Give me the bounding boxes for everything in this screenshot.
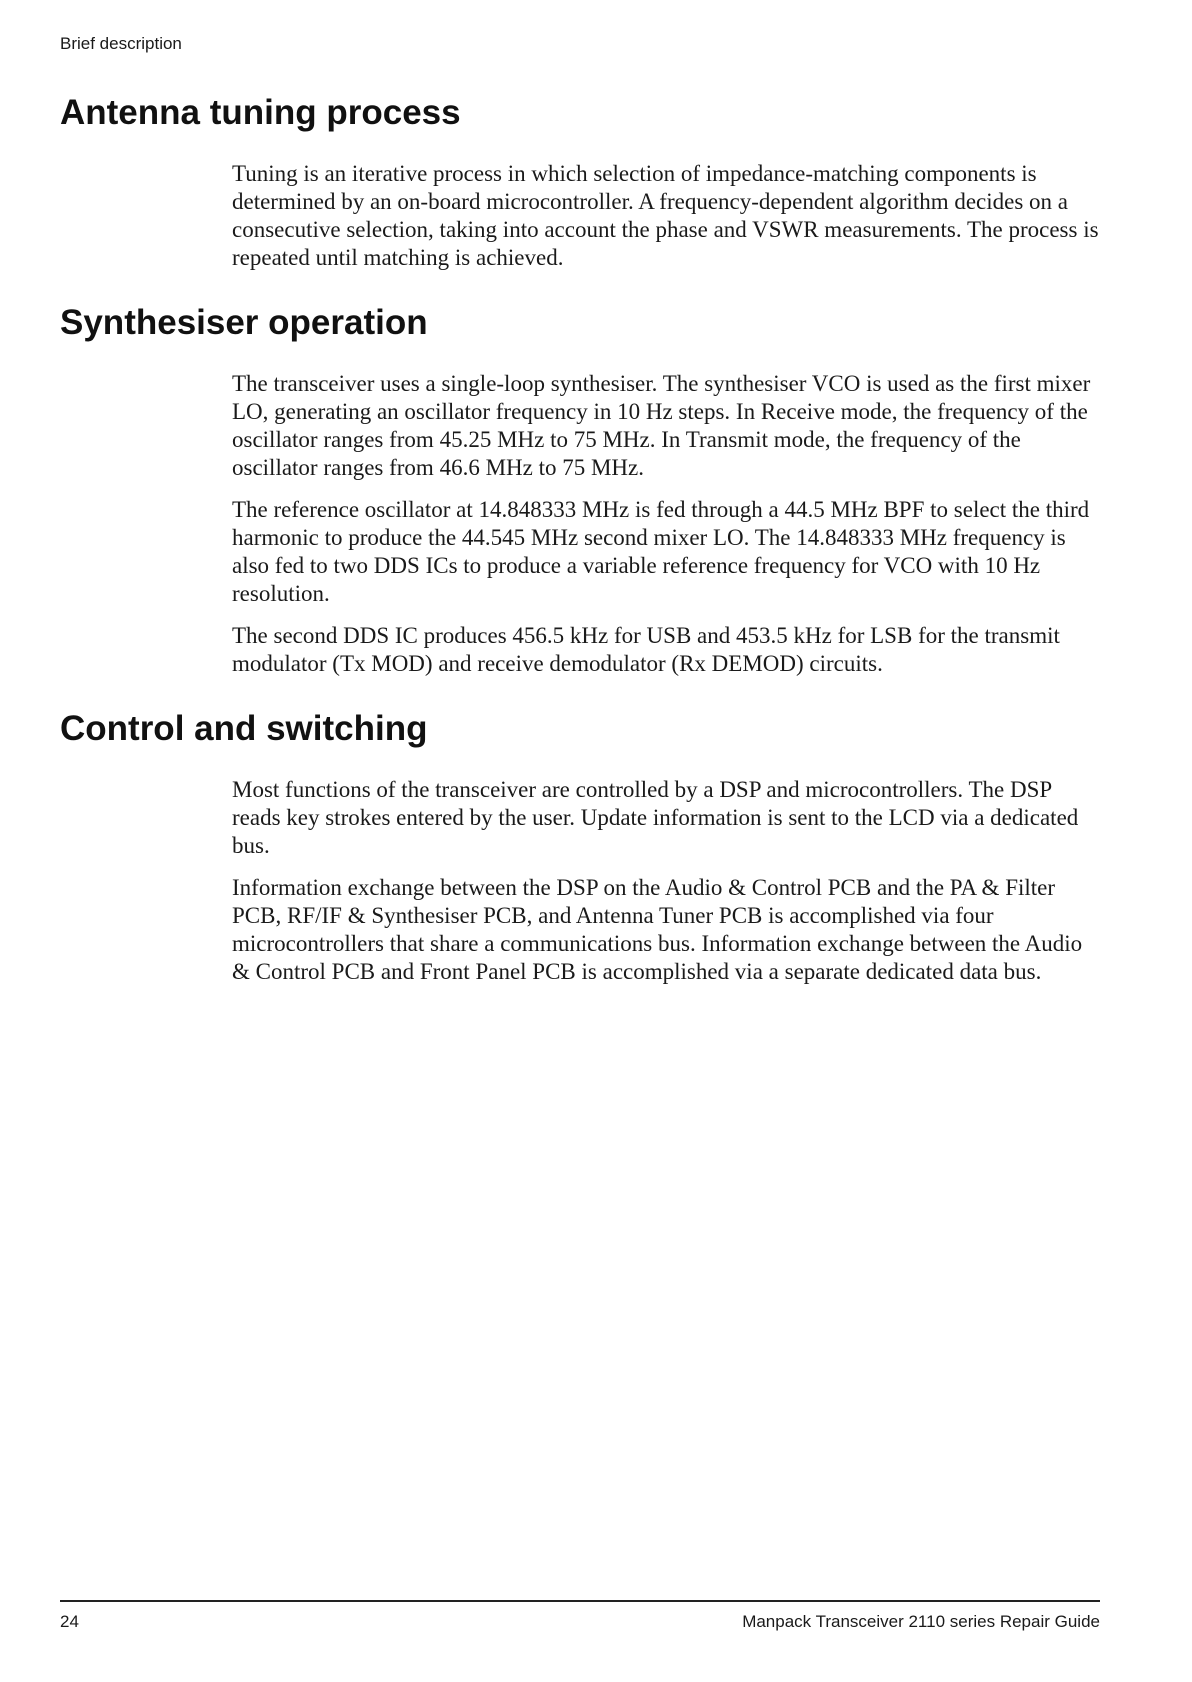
paragraph: Tuning is an iterative process in which selection of impedance-matching components is determined by an on-board microcontroller. A frequency-dependent algorithm decides on a consecutive selection, taking into account the phase and VSWR measurements. The process is repeated until matching is achieved.: [232, 161, 1099, 270]
section-heading: Control and switching: [60, 709, 428, 748]
paragraph: Information exchange between the DSP on the Audio & Control PCB and the PA & Filter PCB, RF/IF & Synthesiser PCB, and Antenna Tuner PCB is accomplished via four microcontrollers that share a communications bus. Information exchange between the Audio & Control PCB and Front Panel PCB is accomplished via a separate dedicated data bus.: [232, 875, 1083, 984]
footer-divider: [60, 1600, 1100, 1602]
paragraph: Most functions of the transceiver are controlled by a DSP and microcontrollers. The DSP reads key strokes entered by the user. Update information is sent to the LCD via a dedicated bus.: [232, 777, 1079, 858]
page-content: [60, 92, 1100, 1016]
section-heading: Antenna tuning process: [60, 93, 461, 132]
section-body: [232, 370, 1100, 678]
section-control-and-switching: [60, 708, 1100, 986]
running-header: Brief description: [60, 34, 182, 53]
page-number: 24: [60, 1612, 79, 1631]
section-body: [232, 160, 1100, 272]
section-heading: Synthesiser operation: [60, 303, 428, 342]
paragraph: The transceiver uses a single-loop synthesiser. The synthesiser VCO is used as the first mixer LO, generating an oscillator frequency in 10 Hz steps. In Receive mode, the frequency of the oscillator ranges from 45.25 MHz to 75 MHz. In Transmit mode, the frequency of the oscillator ranges from 46.6 MHz to 75 MHz.: [232, 371, 1091, 480]
section-antenna-tuning: [60, 92, 1100, 272]
section-body: [232, 776, 1100, 986]
section-synthesiser-operation: [60, 302, 1100, 678]
paragraph: The second DDS IC produces 456.5 kHz for USB and 453.5 kHz for LSB for the transmit modulator (Tx MOD) and receive demodulator (Rx DEMOD) circuits.: [232, 623, 1060, 676]
document-title: Manpack Transceiver 2110 series Repair Guide: [742, 1612, 1100, 1631]
paragraph: The reference oscillator at 14.848333 MHz is fed through a 44.5 MHz BPF to select the third harmonic to produce the 44.545 MHz second mixer LO. The 14.848333 MHz frequency is also fed to two DDS ICs to produce a variable reference frequency for VCO with 10 Hz resolution.: [232, 497, 1090, 606]
